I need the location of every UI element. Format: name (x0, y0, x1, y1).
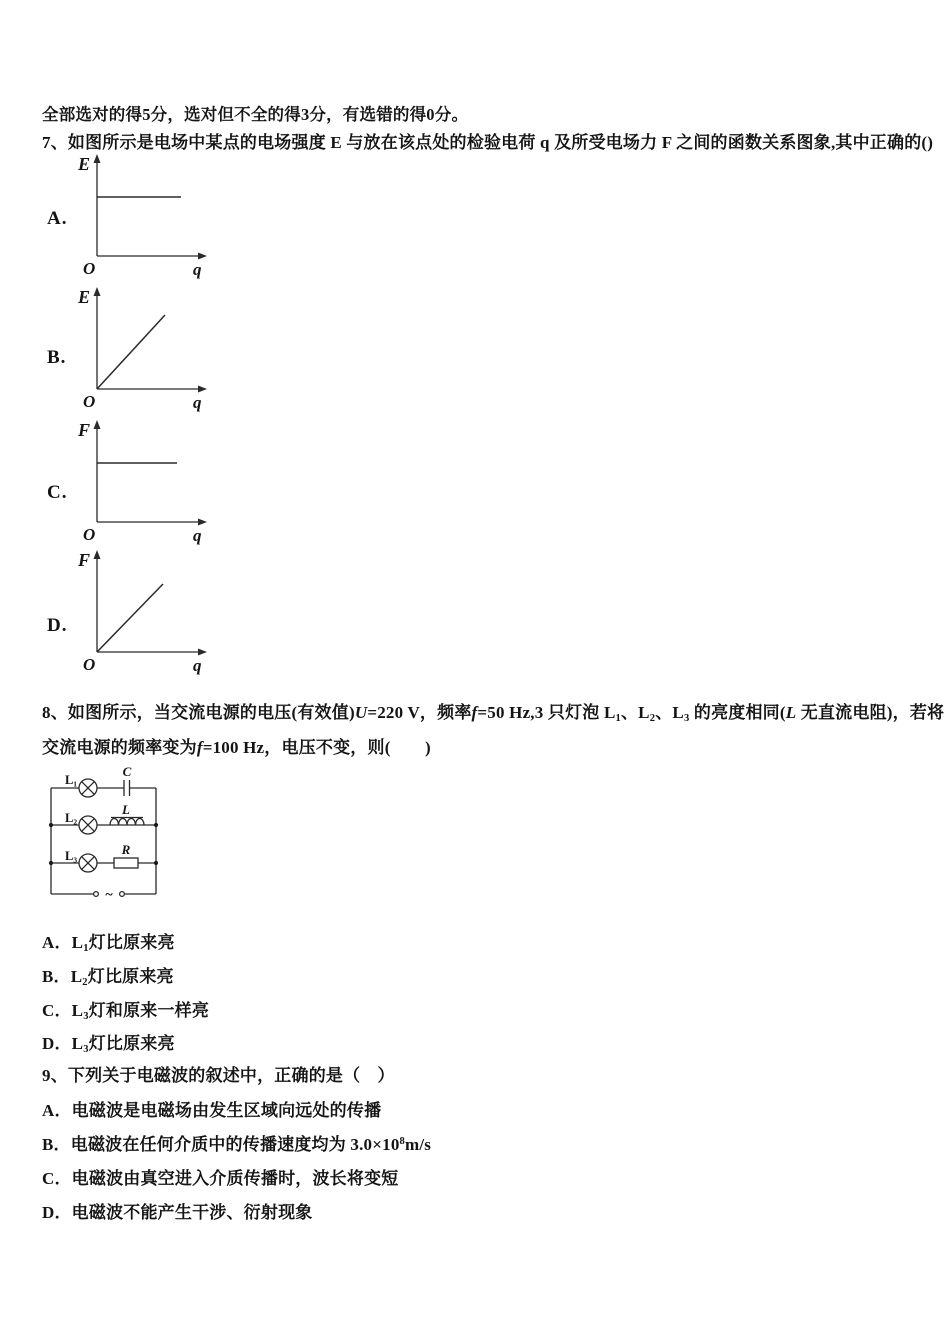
lamp1-label: L₁ (65, 773, 78, 787)
q8-option-a: A．L1灯比原来亮 (42, 933, 175, 954)
y-axis-label: E (78, 154, 91, 174)
x-axis-label: q (193, 393, 202, 412)
x-axis-label: q (193, 656, 202, 675)
q7-graph-b (70, 285, 215, 413)
resistor-symbol (114, 858, 138, 868)
q8-circuit-diagram (44, 760, 174, 910)
q7-graph-d (70, 548, 215, 676)
q7-choice-b-label: B. (47, 347, 67, 368)
scoring-note: 全部选对的得5分，选对但不全的得3分，有选错的得0分。 (42, 105, 469, 124)
q8-option-c: C．L3灯和原来一样亮 (42, 1001, 210, 1022)
q8-stem-line2: 交流电源的频率变为f=100 Hz，电压不变，则( ) (42, 738, 431, 757)
q8-option-b: B．L2灯比原来亮 (42, 967, 174, 988)
x-axis-label: q (193, 260, 202, 279)
capacitor-label: C (122, 764, 132, 779)
inductor-label: L (122, 802, 130, 817)
resistor-label: R (121, 842, 131, 857)
q7-graph-c (70, 418, 215, 546)
y-axis-label: E (78, 287, 91, 307)
q8-stem-line1: 8、如图所示，当交流电源的电压(有效值)U=220 V，频率f=50 Hz,3 只灯泡 L1、L2、L3 的亮度相同(L 无直流电阻)，若将 (42, 703, 945, 724)
q7-stem: 7、如图所示是电场中某点的电场强度 E 与放在该点处的检验电荷 q 及所受电场力 F 之间的函数关系图象,其中正确的() (42, 133, 934, 152)
q9-stem: 9、下列关于电磁波的叙述中，正确的是（ ） (42, 1066, 395, 1085)
lamp2-label: L₂ (65, 811, 78, 825)
q7-choice-c-label: C. (47, 482, 68, 503)
q7-choice-d-label: D. (47, 615, 68, 636)
origin-label: O (83, 525, 96, 544)
y-axis-label: F (78, 420, 91, 440)
origin-label: O (83, 392, 96, 411)
y-axis-label: F (78, 550, 91, 570)
inductor-coil (110, 819, 144, 826)
lamp3-label: L₃ (65, 849, 78, 863)
q9-option-a: A．电磁波是电磁场由发生区域向远处的传播 (42, 1101, 382, 1120)
q7-graph-a (70, 152, 215, 280)
q9-option-b: B．电磁波在任何介质中的传播速度均为 $3.0\times 10^8m/s$ (42, 1135, 432, 1154)
q7-choice-a-label: A. (47, 208, 68, 229)
ac-source-symbol: ~ (105, 887, 113, 903)
x-axis-label: q (193, 526, 202, 545)
source-terminal-left (94, 892, 99, 897)
origin-label: O (83, 655, 96, 674)
source-terminal-right (120, 892, 125, 897)
origin-label: O (83, 259, 96, 278)
q9-option-d: D．电磁波不能产生干涉、衍射现象 (42, 1203, 313, 1222)
q9-option-c: C．电磁波由真空进入介质传播时，波长将变短 (42, 1169, 399, 1188)
q8-option-d: D．L3灯比原来亮 (42, 1034, 175, 1055)
